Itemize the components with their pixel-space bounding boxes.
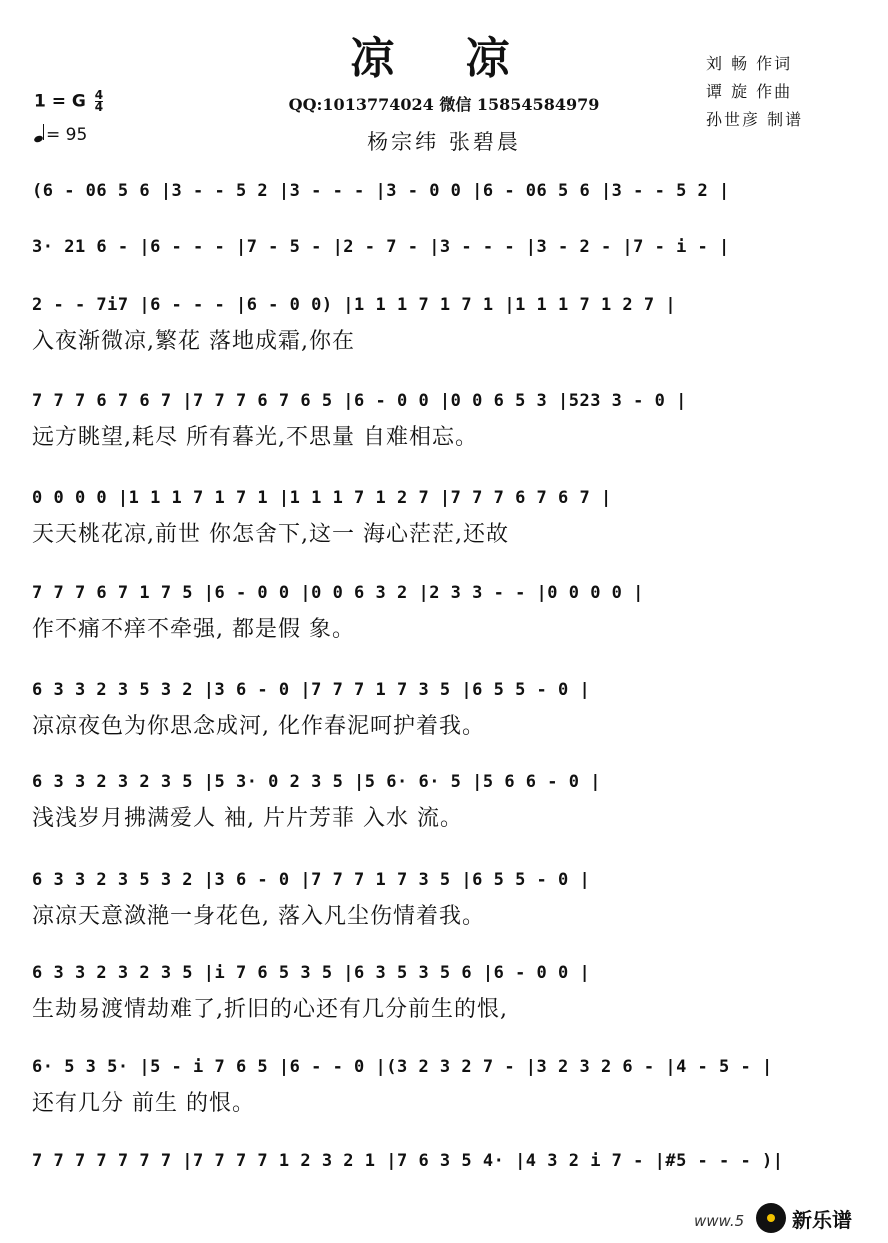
lyric-line: 生劫易渡情劫难了,折旧的心还有几分前生的恨,	[32, 997, 508, 1022]
watermark-url: www.5	[694, 1212, 745, 1230]
tempo-value: = 95	[46, 125, 88, 145]
record-disc-icon	[756, 1203, 786, 1233]
notation-line: 0 0 0 0 |1 1 1 7 1 7 1 |1 1 1 7 1 2 7 |7 7 7 6 7 6 7 |	[32, 488, 612, 508]
site-logo[interactable]	[756, 1203, 852, 1233]
notation-line: 7 7 7 6 7 1 7 5 |6 - 0 0 |0 0 6 3 2 |2 3 3 - - |0 0 0 0 |	[32, 583, 644, 603]
notation-line: 3· 21 6 - |6 - - - |7 - 5 - |2 - 7 - |3 - - - |3 - 2 - |7 - i - |	[32, 237, 730, 257]
lyric-line: 入夜渐微凉,繁花 落地成霜,你在	[32, 329, 355, 354]
lyricist-credit: 刘 畅 作词	[706, 54, 793, 73]
notation-line: 2 - - 7i7 |6 - - - |6 - 0 0) |1 1 1 7 1 7 1 |1 1 1 7 1 2 7 |	[32, 295, 677, 315]
key-label: 1 = G	[34, 91, 86, 112]
notation-line: 6 3 3 2 3 2 3 5 |i 7 6 5 3 5 |6 3 5 3 5 6 |6 - 0 0 |	[32, 963, 591, 983]
time-denominator: 4	[94, 100, 104, 114]
composer-credit: 谭 旋 作曲	[706, 82, 793, 101]
notation-line: 6 3 3 2 3 5 3 2 |3 6 - 0 |7 7 7 1 7 3 5 |6 5 5 - 0 |	[32, 680, 591, 700]
lyric-line: 作不痛不痒不牵强, 都是假 象。	[32, 617, 355, 642]
quarter-note-icon	[34, 124, 44, 142]
notation-line: 7 7 7 6 7 6 7 |7 7 7 6 7 6 5 |6 - 0 0 |0 0 6 5 3 |523 3 - 0 |	[32, 391, 687, 411]
time-signature	[95, 90, 103, 113]
singers: 杨宗纬 张碧晨	[367, 130, 521, 154]
notation-line: 6· 5 3 5· |5 - i 7 6 5 |6 - - 0 |(3 2 3 2 7 - |3 2 3 2 6 - |4 - 5 - |	[32, 1057, 773, 1077]
tempo-marking	[34, 124, 87, 145]
contact-info: QQ:1013774024 微信 15854584979	[288, 95, 600, 114]
song-title: 凉 凉	[350, 33, 538, 84]
notation-line: (6 - 06 5 6 |3 - - 5 2 |3 - - - |3 - 0 0 |6 - 06 5 6 |3 - - 5 2 |	[32, 181, 730, 201]
notation-line: 6 3 3 2 3 5 3 2 |3 6 - 0 |7 7 7 1 7 3 5 |6 5 5 - 0 |	[32, 870, 591, 890]
lyric-line: 凉凉天意潋滟一身花色, 落入凡尘伤情着我。	[32, 904, 485, 929]
lyric-line: 还有几分 前生 的恨。	[32, 1091, 255, 1116]
key-signature	[34, 90, 103, 113]
lyric-line: 远方眺望,耗尽 所有暮光,不思量 自难相忘。	[32, 425, 478, 450]
logo-text: 新乐谱	[792, 1207, 852, 1232]
notation-line: 7 7 7 7 7 7 7 |7 7 7 7 1 2 3 2 1 |7 6 3 5 4· |4 3 2 i 7 - |#5 - - - )|	[32, 1151, 784, 1171]
credits-block	[706, 50, 846, 134]
lyric-line: 浅浅岁月拂满爱人 袖, 片片芳菲 入水 流。	[32, 806, 463, 831]
lyric-line: 天天桃花凉,前世 你怎舍下,这一 海心茫茫,还故	[32, 522, 509, 547]
time-numerator: 4	[94, 88, 104, 102]
notation-line: 6 3 3 2 3 2 3 5 |5 3· 0 2 3 5 |5 6· 6· 5 |5 6 6 - 0 |	[32, 772, 601, 792]
lyric-line: 凉凉夜色为你思念成河, 化作春泥呵护着我。	[32, 714, 485, 739]
transcriber-credit: 孙世彦 制谱	[706, 110, 804, 129]
